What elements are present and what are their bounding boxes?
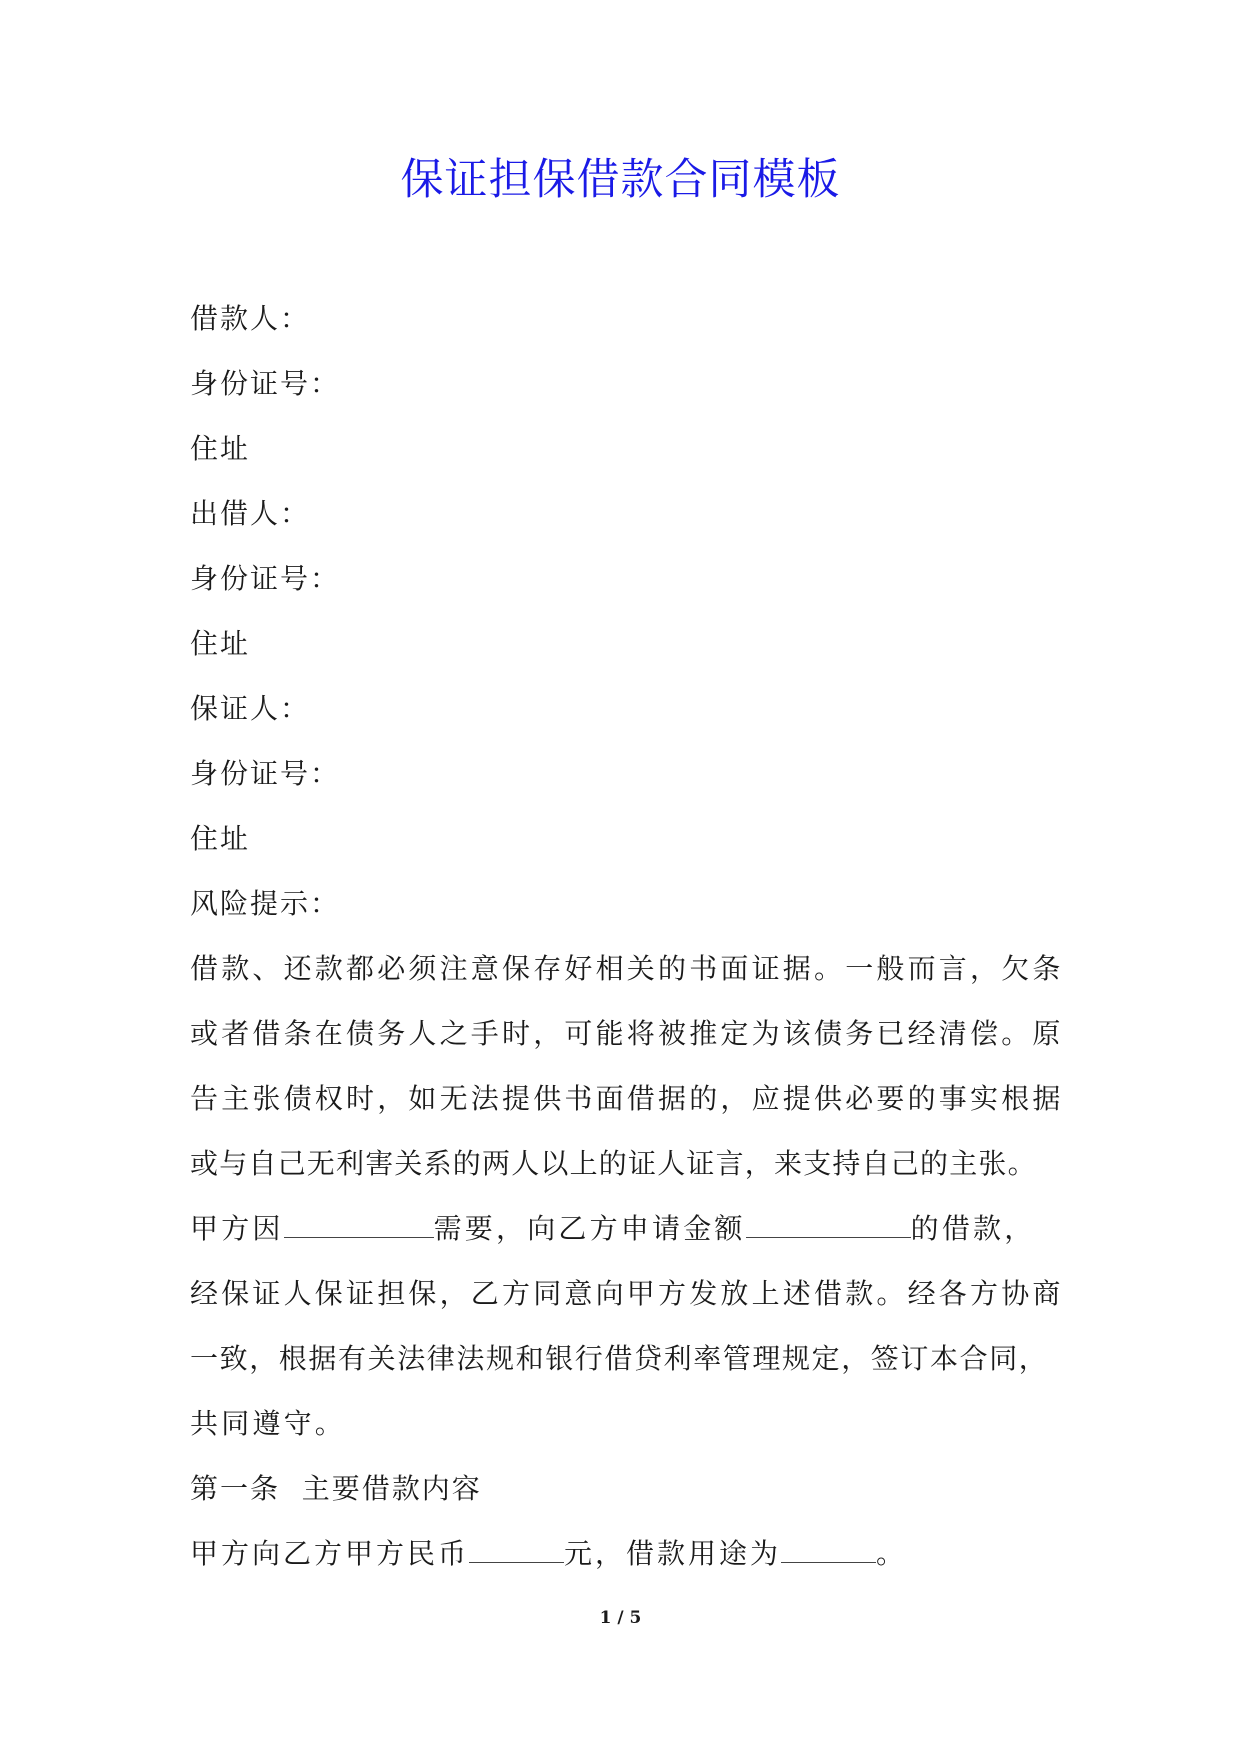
guarantor-label: 保证人：	[190, 692, 311, 725]
paragraph-line: 一致，根据有关法律法规和银行借贷利率管理规定，签订本合同，	[190, 1342, 1049, 1375]
agreement-text: 需要，向乙方申请金额	[433, 1212, 746, 1245]
guarantor-id-label: 身份证号：	[190, 757, 341, 790]
article-1-line	[190, 1521, 1060, 1586]
risk-notice-heading: 风险提示：	[190, 887, 341, 920]
paragraph-line: 借款、还款都必须注意保存好相关的书面证据。一般而言，欠条	[190, 952, 1064, 985]
borrower-id-label: 身份证号：	[190, 367, 341, 400]
paragraph-line: 经保证人保证担保，乙方同意向甲方发放上述借款。经各方协商	[190, 1277, 1064, 1310]
lender-id-label: 身份证号：	[190, 562, 341, 595]
paragraph-line	[190, 1196, 1060, 1261]
article-1-heading: 第一条 主要借款内容	[190, 1472, 482, 1505]
article-text: 甲方向乙方甲方民币	[190, 1537, 470, 1570]
paragraph-line: 告主张债权时，如无法提供书面借据的，应提供必要的事实根据	[190, 1082, 1064, 1115]
guarantor-address-label: 住址	[190, 822, 251, 855]
risk-notice-paragraph	[190, 936, 1064, 1196]
page-indicator: 1 / 5	[599, 1608, 642, 1628]
lender-label: 出借人：	[190, 497, 311, 530]
article-text: 。	[876, 1537, 908, 1570]
agreement-text: 的借款，	[910, 1212, 1036, 1245]
document-body	[190, 286, 1064, 1586]
agreement-paragraph	[190, 1196, 1064, 1456]
paragraph-line: 或者借条在债务人之手时，可能将被推定为该债务已经清偿。原	[190, 1017, 1064, 1050]
document-title: 保证担保借款合同模板	[400, 155, 841, 205]
loan-purpose-blank	[781, 1540, 876, 1563]
borrower-address-label: 住址	[190, 432, 251, 465]
amount-blank	[746, 1215, 911, 1238]
paragraph-line: 或与自己无利害关系的两人以上的证人证言，来支持自己的主张。	[190, 1147, 1037, 1180]
purpose-blank	[284, 1215, 434, 1238]
borrower-label: 借款人：	[190, 302, 311, 335]
agreement-text: 甲方因	[190, 1212, 284, 1245]
article-text: 元，借款用途为	[564, 1537, 782, 1570]
paragraph-line: 共同遵守。	[190, 1407, 347, 1440]
lender-address-label: 住址	[190, 627, 251, 660]
loan-amount-blank	[469, 1540, 564, 1563]
